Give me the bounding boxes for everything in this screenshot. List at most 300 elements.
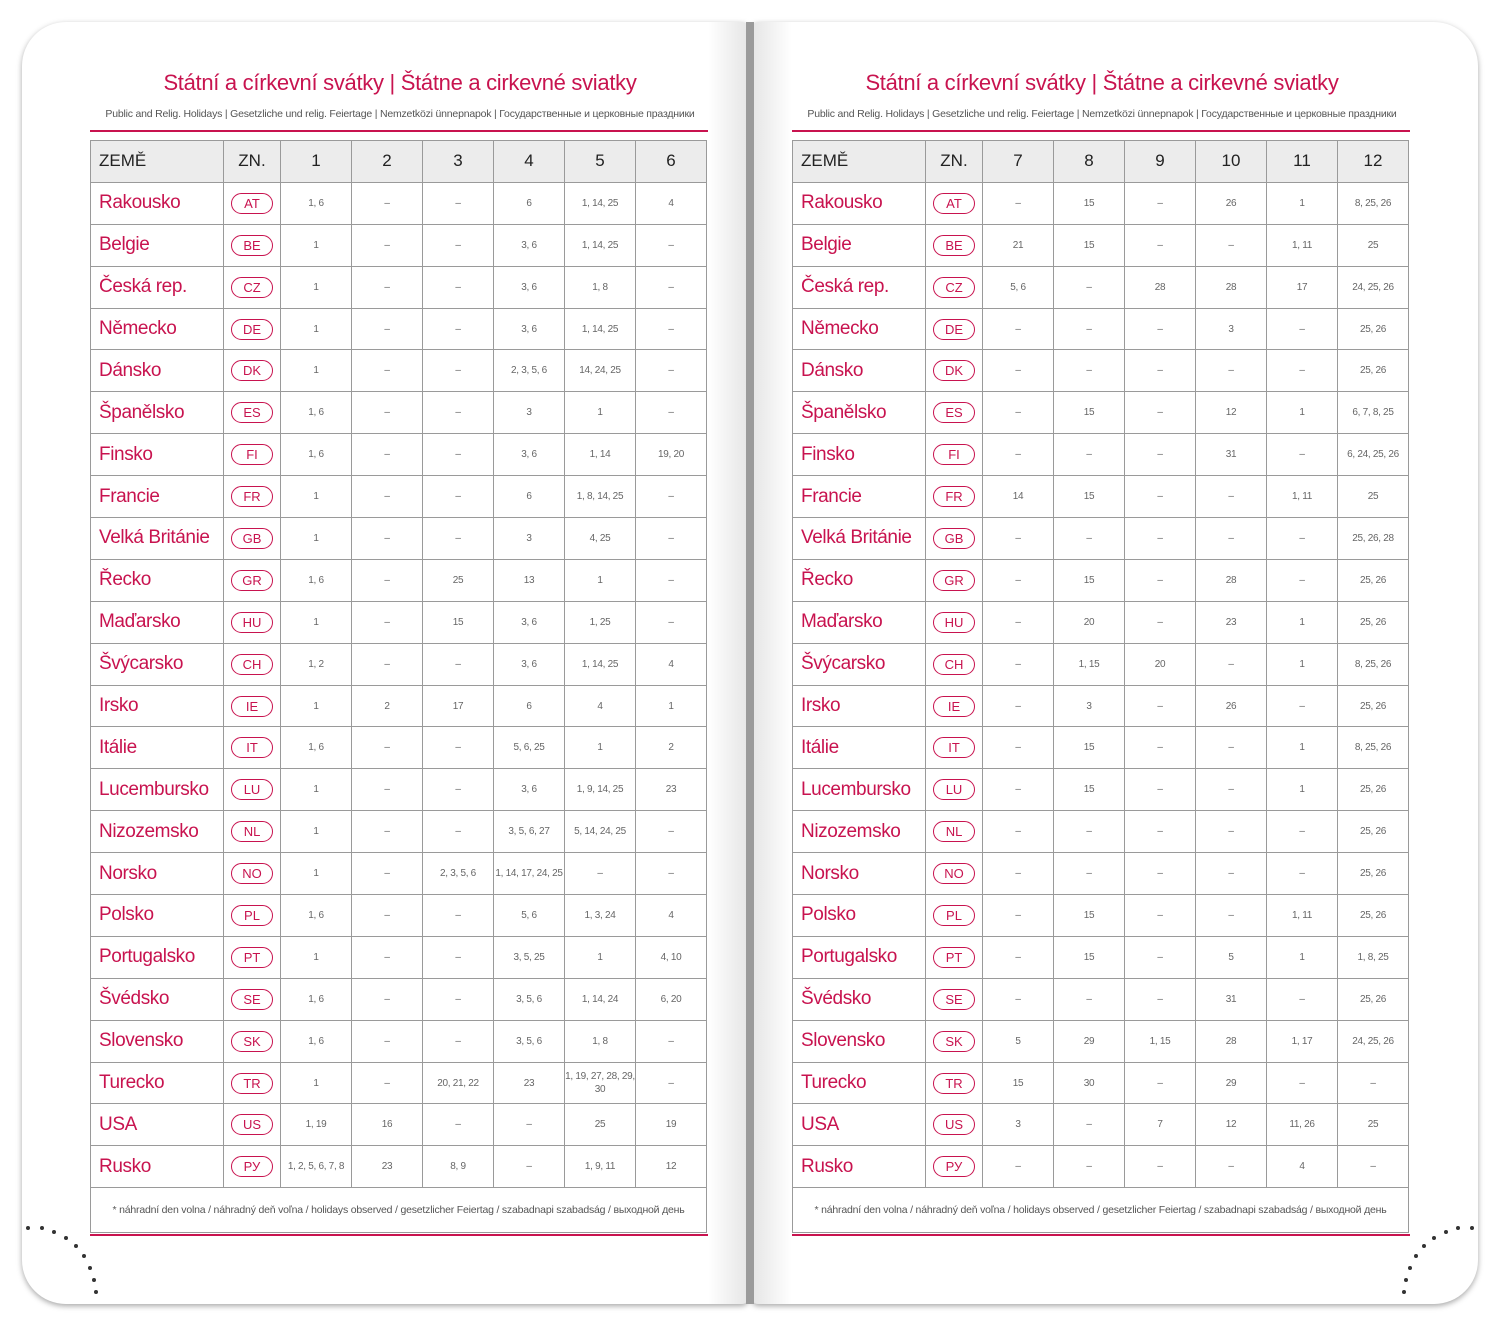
- holiday-days-cell: 28: [1196, 266, 1267, 308]
- country-code-badge: FI: [231, 444, 273, 465]
- country-code-cell: [224, 643, 281, 685]
- holiday-days-cell: 3: [494, 518, 565, 560]
- country-code-badge: SK: [933, 1031, 975, 1052]
- holiday-days-cell: 1: [1267, 936, 1338, 978]
- holiday-days-cell: 8, 9: [423, 1146, 494, 1188]
- holiday-days-cell: –: [423, 182, 494, 224]
- holiday-days-cell: 15: [1054, 476, 1125, 518]
- holiday-days-cell: –: [494, 1104, 565, 1146]
- holiday-days-cell: 15: [1054, 769, 1125, 811]
- holiday-days-cell: 1: [565, 727, 636, 769]
- holiday-days-cell: –: [636, 1020, 707, 1062]
- table-row: [793, 978, 1409, 1020]
- table-row: [91, 895, 707, 937]
- holiday-days-cell: 3, 5, 6: [494, 978, 565, 1020]
- book-spine: [746, 22, 754, 1304]
- holiday-days-cell: 25, 26: [1338, 350, 1409, 392]
- holiday-days-cell: –: [1125, 476, 1196, 518]
- country-code-badge: GR: [933, 570, 975, 591]
- holiday-days-cell: 1, 3, 24: [565, 895, 636, 937]
- holiday-days-cell: 11, 26: [1267, 1104, 1338, 1146]
- table-row: [793, 936, 1409, 978]
- page-title: Státní a církevní svátky | Štátne a cirkevné sviatky: [865, 70, 1339, 95]
- holiday-table-left: [90, 140, 707, 1233]
- holiday-days-cell: –: [352, 518, 423, 560]
- country-code-badge: GR: [231, 570, 273, 591]
- country-code-cell: [224, 266, 281, 308]
- holiday-days-cell: 1, 6: [281, 182, 352, 224]
- footnote-row: [91, 1188, 707, 1233]
- country-code-cell: [926, 978, 983, 1020]
- holiday-days-cell: –: [1196, 853, 1267, 895]
- holiday-days-cell: –: [1125, 224, 1196, 266]
- holiday-days-cell: 29: [1196, 1062, 1267, 1104]
- holiday-days-cell: –: [423, 769, 494, 811]
- code-column-header: ZN.: [926, 141, 983, 183]
- country-code-badge: TR: [231, 1073, 273, 1094]
- holiday-days-cell: 3: [983, 1104, 1054, 1146]
- country-code-badge: NO: [933, 863, 975, 884]
- holiday-days-cell: 1: [281, 601, 352, 643]
- holiday-days-cell: –: [352, 978, 423, 1020]
- table-row: [91, 978, 707, 1020]
- country-code-cell: [926, 1146, 983, 1188]
- country-code-cell: [926, 308, 983, 350]
- holiday-days-cell: 20, 21, 22: [423, 1062, 494, 1104]
- table-row: [793, 392, 1409, 434]
- code-column-header: ZN.: [224, 141, 281, 183]
- holiday-days-cell: –: [1267, 434, 1338, 476]
- holiday-days-cell: 25, 26: [1338, 601, 1409, 643]
- holiday-days-cell: 24, 25, 26: [1338, 266, 1409, 308]
- country-code-badge: GB: [231, 528, 273, 549]
- holiday-days-cell: 1: [281, 266, 352, 308]
- table-row: [793, 434, 1409, 476]
- table-row: [91, 811, 707, 853]
- country-code-badge: CH: [231, 654, 273, 675]
- country-code-cell: [224, 1104, 281, 1146]
- holiday-days-cell: 15: [1054, 392, 1125, 434]
- holiday-days-cell: 25, 26: [1338, 811, 1409, 853]
- holiday-days-cell: 20: [1125, 643, 1196, 685]
- country-name: Německo: [793, 308, 926, 350]
- holiday-days-cell: 1, 2: [281, 643, 352, 685]
- table-row: [793, 266, 1409, 308]
- holiday-days-cell: –: [1196, 1146, 1267, 1188]
- country-code-cell: [224, 182, 281, 224]
- holiday-days-cell: 1: [281, 936, 352, 978]
- country-code-badge: ES: [933, 402, 975, 423]
- holiday-days-cell: 3, 6: [494, 266, 565, 308]
- country-code-cell: [926, 392, 983, 434]
- holiday-days-cell: –: [1125, 895, 1196, 937]
- holiday-days-cell: 25, 26: [1338, 853, 1409, 895]
- table-row: [91, 727, 707, 769]
- holiday-days-cell: –: [1196, 224, 1267, 266]
- holiday-table-right: [792, 140, 1409, 1233]
- holiday-days-cell: –: [1196, 727, 1267, 769]
- country-code-badge: PT: [933, 947, 975, 968]
- table-row: [793, 1020, 1409, 1062]
- country-name: Dánsko: [91, 350, 224, 392]
- holiday-days-cell: 1, 6: [281, 727, 352, 769]
- holiday-days-cell: –: [1054, 811, 1125, 853]
- holiday-days-cell: –: [1054, 853, 1125, 895]
- holiday-days-cell: 6, 24, 25, 26: [1338, 434, 1409, 476]
- holiday-days-cell: 4: [565, 685, 636, 727]
- holiday-days-cell: –: [983, 308, 1054, 350]
- holiday-days-cell: –: [983, 769, 1054, 811]
- holiday-days-cell: –: [636, 308, 707, 350]
- decorative-dots-right: [1388, 1212, 1478, 1302]
- holiday-days-cell: –: [1054, 1146, 1125, 1188]
- holiday-days-cell: –: [1267, 308, 1338, 350]
- holiday-days-cell: –: [983, 518, 1054, 560]
- holiday-days-cell: –: [1125, 350, 1196, 392]
- holiday-days-cell: –: [983, 1146, 1054, 1188]
- table-row: [91, 350, 707, 392]
- country-name: Belgie: [91, 224, 224, 266]
- holiday-days-cell: –: [1125, 769, 1196, 811]
- holiday-days-cell: –: [636, 476, 707, 518]
- holiday-days-cell: –: [1125, 518, 1196, 560]
- holiday-days-cell: 1: [565, 936, 636, 978]
- holiday-days-cell: –: [352, 601, 423, 643]
- country-name: Švédsko: [793, 978, 926, 1020]
- holiday-days-cell: 31: [1196, 434, 1267, 476]
- holiday-days-cell: –: [352, 811, 423, 853]
- holiday-days-cell: 1, 6: [281, 895, 352, 937]
- holiday-days-cell: 14: [983, 476, 1054, 518]
- country-code-badge: AT: [231, 193, 273, 214]
- holiday-days-cell: –: [983, 643, 1054, 685]
- holiday-days-cell: 6: [494, 182, 565, 224]
- holiday-days-cell: 15: [423, 601, 494, 643]
- country-code-badge: HU: [933, 612, 975, 633]
- holiday-days-cell: 1: [281, 224, 352, 266]
- holiday-days-cell: 23: [352, 1146, 423, 1188]
- holiday-days-cell: –: [423, 350, 494, 392]
- month-column-header: 10: [1196, 141, 1267, 183]
- table-row: [91, 559, 707, 601]
- country-name: Irsko: [91, 685, 224, 727]
- holiday-days-cell: 4, 10: [636, 936, 707, 978]
- country-name: Rakousko: [793, 182, 926, 224]
- holiday-days-cell: 25: [1338, 476, 1409, 518]
- holiday-days-cell: –: [1125, 727, 1196, 769]
- holiday-days-cell: –: [352, 1020, 423, 1062]
- holiday-days-cell: –: [636, 518, 707, 560]
- country-code-badge: SK: [231, 1031, 273, 1052]
- table-row: [91, 182, 707, 224]
- country-code-cell: [926, 266, 983, 308]
- country-code-badge: DE: [231, 319, 273, 340]
- holiday-days-cell: 1: [636, 685, 707, 727]
- country-code-badge: NL: [933, 821, 975, 842]
- country-name: Lucembursko: [793, 769, 926, 811]
- table-row: [91, 266, 707, 308]
- country-code-cell: [926, 476, 983, 518]
- holiday-days-cell: –: [1054, 266, 1125, 308]
- table-row: [793, 559, 1409, 601]
- table-row: [91, 1104, 707, 1146]
- holiday-days-cell: –: [1267, 978, 1338, 1020]
- holiday-days-cell: 5, 6: [494, 895, 565, 937]
- holiday-days-cell: 25, 26: [1338, 559, 1409, 601]
- holiday-days-cell: 4: [636, 182, 707, 224]
- holiday-days-cell: 1, 15: [1125, 1020, 1196, 1062]
- holiday-days-cell: 12: [1196, 1104, 1267, 1146]
- table-row: [91, 224, 707, 266]
- country-code-cell: [224, 1062, 281, 1104]
- country-code-cell: [224, 559, 281, 601]
- holiday-days-cell: 25, 26: [1338, 895, 1409, 937]
- country-name: Maďarsko: [793, 601, 926, 643]
- holiday-days-cell: –: [423, 518, 494, 560]
- table-row: [793, 476, 1409, 518]
- holiday-days-cell: 1, 9, 14, 25: [565, 769, 636, 811]
- holiday-days-cell: 15: [1054, 224, 1125, 266]
- holiday-days-cell: –: [636, 601, 707, 643]
- table-row: [91, 853, 707, 895]
- holiday-days-cell: –: [423, 978, 494, 1020]
- country-code-cell: [224, 308, 281, 350]
- country-code-cell: [926, 936, 983, 978]
- holiday-days-cell: 16: [352, 1104, 423, 1146]
- holiday-days-cell: –: [352, 434, 423, 476]
- holiday-days-cell: 5: [983, 1020, 1054, 1062]
- country-code-badge: LU: [231, 779, 273, 800]
- holiday-days-cell: 8, 25, 26: [1338, 643, 1409, 685]
- holiday-days-cell: 1, 14, 25: [565, 224, 636, 266]
- holiday-days-cell: 15: [1054, 895, 1125, 937]
- holiday-days-cell: 14, 24, 25: [565, 350, 636, 392]
- holiday-days-cell: 25, 26: [1338, 308, 1409, 350]
- country-name: Rusko: [793, 1146, 926, 1188]
- country-code-cell: [926, 1020, 983, 1062]
- holiday-days-cell: 1, 8, 14, 25: [565, 476, 636, 518]
- holiday-days-cell: 3, 6: [494, 769, 565, 811]
- holiday-days-cell: –: [636, 853, 707, 895]
- holiday-days-cell: –: [983, 559, 1054, 601]
- header-row: [793, 141, 1409, 183]
- table-row: [793, 350, 1409, 392]
- month-column-header: 6: [636, 141, 707, 183]
- table-row: [91, 685, 707, 727]
- country-code-cell: [224, 685, 281, 727]
- country-code-cell: [926, 182, 983, 224]
- holiday-days-cell: 1: [1267, 769, 1338, 811]
- country-code-cell: [224, 769, 281, 811]
- country-code-badge: IE: [933, 696, 975, 717]
- holiday-days-cell: –: [983, 978, 1054, 1020]
- country-name: Švédsko: [91, 978, 224, 1020]
- holiday-days-cell: 3: [494, 392, 565, 434]
- holiday-days-cell: –: [636, 1062, 707, 1104]
- holiday-days-cell: 1: [281, 811, 352, 853]
- holiday-days-cell: 1, 6: [281, 392, 352, 434]
- table-row: [793, 895, 1409, 937]
- holiday-days-cell: –: [983, 853, 1054, 895]
- holiday-days-cell: –: [1267, 853, 1338, 895]
- bottom-rule: [90, 1234, 708, 1236]
- country-code-cell: [224, 1020, 281, 1062]
- holiday-days-cell: –: [1196, 769, 1267, 811]
- holiday-days-cell: 15: [1054, 559, 1125, 601]
- holiday-days-cell: 1: [281, 685, 352, 727]
- holiday-days-cell: –: [1125, 811, 1196, 853]
- holiday-days-cell: –: [983, 601, 1054, 643]
- holiday-days-cell: 23: [636, 769, 707, 811]
- country-name: Turecko: [793, 1062, 926, 1104]
- holiday-days-cell: 2: [636, 727, 707, 769]
- holiday-days-cell: –: [423, 224, 494, 266]
- holiday-days-cell: –: [423, 1104, 494, 1146]
- holiday-days-cell: 3, 6: [494, 643, 565, 685]
- holiday-days-cell: 1: [281, 308, 352, 350]
- holiday-days-cell: 5: [1196, 936, 1267, 978]
- holiday-days-cell: 1, 8: [565, 1020, 636, 1062]
- holiday-days-cell: 1, 6: [281, 559, 352, 601]
- country-name: Turecko: [91, 1062, 224, 1104]
- holiday-days-cell: 1: [281, 853, 352, 895]
- holiday-days-cell: 26: [1196, 182, 1267, 224]
- country-code-badge: FR: [231, 486, 273, 507]
- holiday-days-cell: –: [423, 476, 494, 518]
- bottom-rule: [792, 1234, 1410, 1236]
- country-name: Dánsko: [793, 350, 926, 392]
- table-row: [91, 518, 707, 560]
- holiday-days-cell: 1: [281, 1062, 352, 1104]
- holiday-days-cell: 19, 20: [636, 434, 707, 476]
- table-row: [793, 601, 1409, 643]
- country-code-badge: РУ: [231, 1156, 273, 1177]
- holiday-days-cell: –: [423, 1020, 494, 1062]
- holiday-days-cell: –: [1196, 518, 1267, 560]
- table-row: [91, 601, 707, 643]
- country-code-badge: SE: [231, 989, 273, 1010]
- country-name: Itálie: [91, 727, 224, 769]
- holiday-days-cell: –: [423, 727, 494, 769]
- country-code-cell: [224, 350, 281, 392]
- footnote: * náhradní den volna / náhradný deň voľna / holidays observed / gesetzlicher Feiertag / szabadnapi szabadság / выходной день: [91, 1188, 707, 1233]
- table-row: [793, 182, 1409, 224]
- month-column-header: 5: [565, 141, 636, 183]
- holiday-days-cell: –: [636, 266, 707, 308]
- holiday-days-cell: 1: [1267, 392, 1338, 434]
- table-row: [793, 685, 1409, 727]
- holiday-days-cell: –: [983, 350, 1054, 392]
- holiday-days-cell: –: [983, 936, 1054, 978]
- holiday-days-cell: 1: [1267, 643, 1338, 685]
- decorative-dots-left: [22, 1212, 112, 1302]
- holiday-days-cell: –: [423, 392, 494, 434]
- holiday-days-cell: 1: [1267, 727, 1338, 769]
- holiday-days-cell: –: [1125, 685, 1196, 727]
- holiday-days-cell: 25: [1338, 224, 1409, 266]
- holiday-days-cell: 1: [565, 559, 636, 601]
- holiday-days-cell: –: [352, 224, 423, 266]
- holiday-days-cell: 3, 5, 6: [494, 1020, 565, 1062]
- table-row: [91, 308, 707, 350]
- country-column-header: ZEMĚ: [91, 141, 224, 183]
- month-column-header: 12: [1338, 141, 1409, 183]
- holiday-days-cell: 1, 14, 25: [565, 182, 636, 224]
- country-code-badge: BE: [231, 235, 273, 256]
- country-code-cell: [224, 895, 281, 937]
- country-name: Portugalsko: [793, 936, 926, 978]
- holiday-days-cell: 2, 3, 5, 6: [423, 853, 494, 895]
- country-code-badge: HU: [231, 612, 273, 633]
- country-name: Velká Británie: [793, 518, 926, 560]
- holiday-days-cell: 15: [1054, 936, 1125, 978]
- holiday-days-cell: 1: [281, 769, 352, 811]
- holiday-days-cell: 1, 14: [565, 434, 636, 476]
- holiday-days-cell: –: [983, 182, 1054, 224]
- table-row: [793, 853, 1409, 895]
- holiday-days-cell: –: [423, 895, 494, 937]
- holiday-days-cell: 4: [1267, 1146, 1338, 1188]
- holiday-days-cell: –: [1054, 978, 1125, 1020]
- page-subtitle: Public and Relig. Holidays | Gesetzliche und relig. Feiertage | Nemzetközi ünnepnapok | Государственные и церковные праздники: [105, 108, 695, 120]
- table-row: [91, 476, 707, 518]
- holiday-days-cell: 17: [423, 685, 494, 727]
- country-code-cell: [926, 727, 983, 769]
- holiday-days-cell: 3, 6: [494, 434, 565, 476]
- holiday-days-cell: 1: [1267, 601, 1338, 643]
- holiday-days-cell: 5, 6: [983, 266, 1054, 308]
- country-code-badge: FR: [933, 486, 975, 507]
- holiday-days-cell: 1, 15: [1054, 643, 1125, 685]
- country-name: Španělsko: [793, 392, 926, 434]
- country-name: Slovensko: [793, 1020, 926, 1062]
- holiday-days-cell: –: [983, 434, 1054, 476]
- holiday-days-cell: 28: [1196, 559, 1267, 601]
- country-code-badge: IE: [231, 696, 273, 717]
- holiday-days-cell: 25: [423, 559, 494, 601]
- country-name: Řecko: [793, 559, 926, 601]
- holiday-days-cell: 4: [636, 643, 707, 685]
- holiday-days-cell: –: [1054, 434, 1125, 476]
- page-subtitle: Public and Relig. Holidays | Gesetzliche und relig. Feiertage | Nemzetközi ünnepnapok | Государственные и церковные праздники: [807, 108, 1397, 120]
- country-code-badge: PL: [933, 905, 975, 926]
- holiday-days-cell: 1: [281, 350, 352, 392]
- footnote-row: [793, 1188, 1409, 1233]
- holiday-days-cell: 3, 5, 25: [494, 936, 565, 978]
- country-code-cell: [224, 224, 281, 266]
- holiday-days-cell: –: [352, 936, 423, 978]
- holiday-days-cell: –: [983, 727, 1054, 769]
- holiday-days-cell: 1, 8, 25: [1338, 936, 1409, 978]
- holiday-days-cell: 1, 6: [281, 978, 352, 1020]
- holiday-days-cell: –: [636, 224, 707, 266]
- holiday-days-cell: 12: [1196, 392, 1267, 434]
- holiday-days-cell: –: [1196, 895, 1267, 937]
- country-name: Norsko: [793, 853, 926, 895]
- country-code-badge: IT: [933, 737, 975, 758]
- table-row: [793, 769, 1409, 811]
- country-name: Rakousko: [91, 182, 224, 224]
- country-code-badge: SE: [933, 989, 975, 1010]
- country-name: Velká Británie: [91, 518, 224, 560]
- table-row: [793, 727, 1409, 769]
- holiday-days-cell: –: [636, 392, 707, 434]
- holiday-days-cell: –: [1054, 350, 1125, 392]
- holiday-days-cell: –: [423, 308, 494, 350]
- country-code-cell: [926, 643, 983, 685]
- country-name: Španělsko: [91, 392, 224, 434]
- country-code-badge: BE: [933, 235, 975, 256]
